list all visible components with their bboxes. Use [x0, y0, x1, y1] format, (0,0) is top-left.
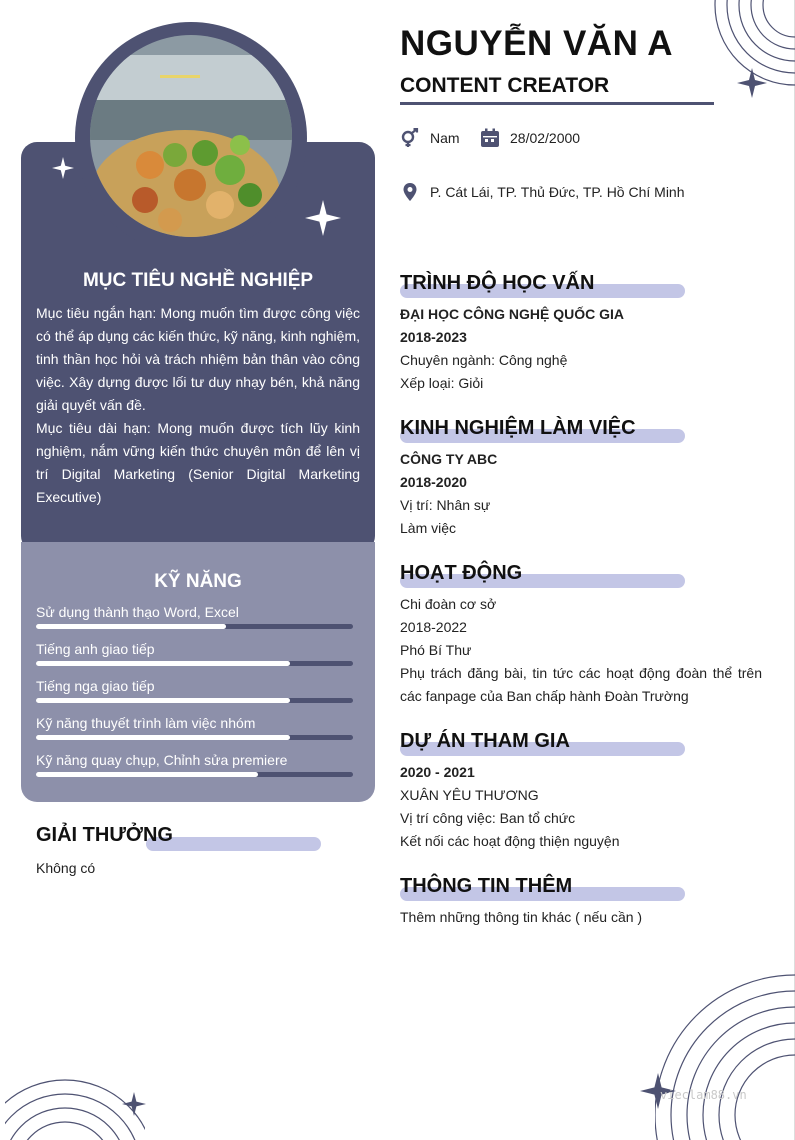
skill-name: Tiếng nga giao tiếp: [36, 678, 155, 694]
skill-bar-fill: [36, 772, 258, 777]
education-years: 2018-2023: [400, 329, 467, 345]
experience-position: Vị trí: Nhân sự: [400, 497, 491, 513]
skill-item: [36, 641, 353, 664]
birthday-text: 28/02/2000: [510, 130, 581, 146]
location-pin-icon: [400, 182, 420, 202]
gender-text: Nam: [430, 130, 460, 146]
projects-years: 2020 - 2021: [400, 764, 475, 780]
education-major: Chuyên ngành: Công nghệ: [400, 352, 568, 368]
skill-item: [36, 678, 353, 701]
skills-list: [36, 604, 353, 789]
watermark: vieclam88.vn: [660, 1088, 747, 1102]
address-text: P. Cát Lái, TP. Thủ Đức, TP. Hồ Chí Minh: [430, 184, 685, 200]
objective-title: MỤC TIÊU NGHỀ NGHIỆP: [82, 270, 314, 291]
experience-company: CÔNG TY ABC: [400, 451, 498, 467]
sparkle-icon: [737, 68, 767, 98]
activities-position: Phó Bí Thư: [400, 642, 472, 658]
address-row: [400, 182, 685, 202]
skill-bar-fill: [36, 624, 226, 629]
gender-icon: [400, 128, 420, 148]
experience-title: KINH NGHIỆM LÀM VIỆC: [400, 417, 636, 439]
experience-details: [400, 448, 497, 540]
skill-bar-fill: [36, 698, 290, 703]
skill-name: Tiếng anh giao tiếp: [36, 641, 155, 657]
projects-title: DỰ ÁN THAM GIA: [400, 730, 570, 752]
skill-name: Sử dụng thành thạo Word, Excel: [36, 604, 239, 620]
projects-name: XUÂN YÊU THƯƠNG: [400, 787, 539, 803]
objective-text: [36, 302, 360, 509]
projects-details: [400, 761, 620, 853]
skill-item: [36, 752, 353, 775]
awards-text: Không có: [36, 860, 96, 876]
skill-bar-fill: [36, 735, 290, 740]
skill-name: Kỹ năng quay chụp, Chỉnh sửa premiere: [36, 752, 288, 768]
calendar-icon: [480, 128, 500, 148]
activities-title: HOẠT ĐỘNG: [400, 562, 523, 584]
more-title: THÔNG TIN THÊM: [400, 875, 573, 897]
education-grade: Xếp loại: Giỏi: [400, 375, 484, 391]
profile-photo: [90, 35, 292, 237]
education-details: [400, 303, 624, 395]
skill-bar: [36, 772, 353, 777]
experience-task: Làm việc: [400, 520, 457, 536]
birthday-row: [480, 128, 580, 148]
skill-bar-fill: [36, 661, 290, 666]
activities-desc: Phụ trách đăng bài, tin tức các hoạt động đoàn thể trên các fanpage của Ban chấp hành Đoàn Trường: [400, 665, 762, 704]
activities-years: 2018-2022: [400, 619, 467, 635]
sparkle-icon: [52, 157, 74, 179]
sparkle-icon: [122, 1092, 146, 1116]
skill-item: [36, 604, 353, 627]
more-text: Thêm những thông tin khác ( nếu cần ): [400, 909, 643, 925]
skill-bar: [36, 735, 353, 740]
skill-bar: [36, 698, 353, 703]
skill-bar: [36, 661, 353, 666]
gender-row: [400, 128, 460, 148]
skill-name: Kỹ năng thuyết trình làm việc nhóm: [36, 715, 256, 731]
experience-years: 2018-2020: [400, 474, 467, 490]
projects-desc: Kết nối các hoạt động thiện nguyện: [400, 833, 620, 849]
role-underline: [400, 102, 714, 105]
full-name: NGUYỄN VĂN A: [400, 24, 674, 63]
objective-long-term: Mục tiêu dài hạn: Mong muốn được tích lũy kinh nghiệm, nắm vững kiến thức chuyên môn để lên vị trí Digital Marketing (Senior Digital Marketing Executive): [36, 420, 360, 505]
education-school: ĐẠI HỌC CÔNG NGHỆ QUỐC GIA: [400, 306, 625, 322]
education-title: TRÌNH ĐỘ HỌC VẤN: [400, 272, 595, 294]
concentric-arcs-bottom-right: [655, 965, 795, 1140]
sparkle-icon: [305, 200, 341, 236]
skills-title: KỸ NĂNG: [154, 571, 242, 592]
job-role: CONTENT CREATOR: [400, 74, 610, 97]
skill-bar: [36, 624, 353, 629]
activities-details: [400, 593, 762, 708]
projects-position: Vị trí công việc: Ban tổ chức: [400, 810, 576, 826]
objective-short-term: Mục tiêu ngắn hạn: Mong muốn tìm được công việc có thể áp dụng các kiến thức, kỹ năng, kinh nghiệm, tinh thần học hỏi và trách nhiệm bản thân vào công việc. Xây dựng được lối tư duy nhạy bén, khả năng giải quyết vấn đề.: [36, 305, 360, 413]
skill-item: [36, 715, 353, 738]
activities-org: Chi đoàn cơ sở: [400, 596, 497, 612]
awards-title: GIẢI THƯỞNG: [36, 824, 173, 846]
